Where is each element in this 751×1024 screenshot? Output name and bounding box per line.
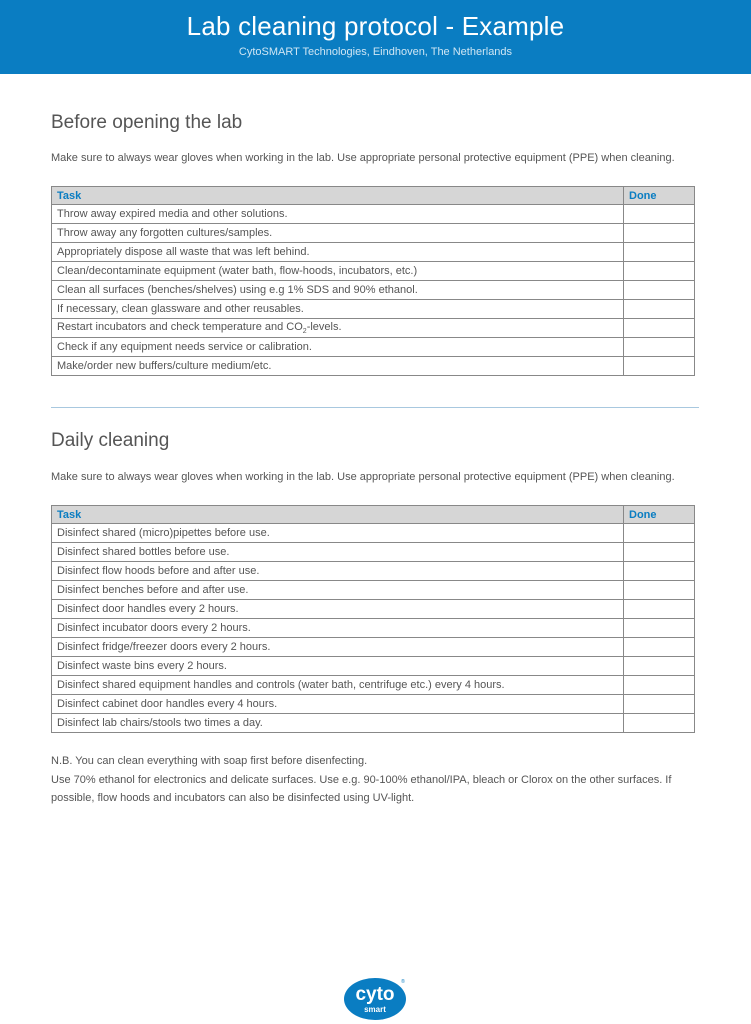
table-row bbox=[52, 543, 695, 562]
table-row bbox=[52, 205, 695, 224]
table-row bbox=[52, 695, 695, 714]
table-row bbox=[52, 600, 695, 619]
done-checkbox-cell[interactable] bbox=[624, 338, 695, 357]
done-checkbox-cell[interactable] bbox=[624, 657, 695, 676]
task-cell: Disinfect shared bottles before use. bbox=[52, 543, 624, 562]
done-checkbox-cell[interactable] bbox=[624, 543, 695, 562]
cytosmart-logo bbox=[342, 975, 408, 1022]
done-checkbox-cell[interactable] bbox=[624, 524, 695, 543]
table-row bbox=[52, 319, 695, 338]
done-checkbox-cell[interactable] bbox=[624, 357, 695, 376]
done-checkbox-cell[interactable] bbox=[624, 676, 695, 695]
table-row bbox=[52, 300, 695, 319]
table-row bbox=[52, 243, 695, 262]
notes-block bbox=[51, 752, 701, 808]
done-column-header: Done bbox=[624, 506, 695, 524]
task-cell: If necessary, clean glassware and other reusables. bbox=[52, 300, 624, 319]
logo-word-smart: smart bbox=[364, 1005, 386, 1014]
done-checkbox-cell[interactable] bbox=[624, 224, 695, 243]
co2-subscript: 2 bbox=[302, 328, 307, 336]
table-row bbox=[52, 581, 695, 600]
table-header-row bbox=[52, 187, 695, 205]
note-line-2: Use 70% ethanol for electronics and delicate surfaces. Use e.g. 90-100% ethanol/IPA, bleach or Clorox on the other surfaces. If possible, flow hoods and incubators can also be disinfected using UV-light. bbox=[51, 773, 672, 804]
section-heading-daily-cleaning: Daily cleaning bbox=[51, 430, 170, 451]
table-header-row bbox=[52, 506, 695, 524]
task-cell-co2 bbox=[52, 319, 624, 338]
table-row bbox=[52, 262, 695, 281]
table-row bbox=[52, 638, 695, 657]
done-checkbox-cell[interactable] bbox=[624, 714, 695, 733]
task-cell: Disinfect benches before and after use. bbox=[52, 581, 624, 600]
done-checkbox-cell[interactable] bbox=[624, 319, 695, 338]
logo-registered-mark: ® bbox=[401, 979, 405, 985]
done-checkbox-cell[interactable] bbox=[624, 581, 695, 600]
task-cell: Clean all surfaces (benches/shelves) using e.g 1% SDS and 90% ethanol. bbox=[52, 281, 624, 300]
task-cell: Throw away any forgotten cultures/samples. bbox=[52, 224, 624, 243]
table-row bbox=[52, 657, 695, 676]
note-line-1: N.B. You can clean everything with soap first before disenfecting. bbox=[51, 755, 368, 767]
done-checkbox-cell[interactable] bbox=[624, 562, 695, 581]
task-column-header: Task bbox=[52, 187, 624, 205]
section-intro-daily-cleaning: Make sure to always wear gloves when working in the lab. Use appropriate personal protective equipment (PPE) when cleaning. bbox=[51, 471, 675, 483]
done-checkbox-cell[interactable] bbox=[624, 262, 695, 281]
section-intro-before-opening: Make sure to always wear gloves when working in the lab. Use appropriate personal protective equipment (PPE) when cleaning. bbox=[51, 152, 675, 164]
table-row bbox=[52, 562, 695, 581]
page-header bbox=[0, 0, 751, 74]
task-cell: Check if any equipment needs service or calibration. bbox=[52, 338, 624, 357]
task-cell: Throw away expired media and other solutions. bbox=[52, 205, 624, 224]
done-checkbox-cell[interactable] bbox=[624, 243, 695, 262]
logo-word-cyto: cyto bbox=[355, 984, 395, 1005]
table-row bbox=[52, 338, 695, 357]
task-table-before-opening bbox=[51, 186, 695, 376]
task-text-suffix: -levels. bbox=[306, 320, 342, 333]
page-subtitle: CytoSMART Technologies, Eindhoven, The Netherlands bbox=[238, 46, 513, 58]
table-row bbox=[52, 676, 695, 695]
section-heading-before-opening: Before opening the lab bbox=[51, 112, 243, 133]
done-column-header: Done bbox=[624, 187, 695, 205]
task-cell: Disinfect door handles every 2 hours. bbox=[52, 600, 624, 619]
section-divider bbox=[51, 407, 699, 408]
task-cell: Clean/decontaminate equipment (water bath, flow-hoods, incubators, etc.) bbox=[52, 262, 624, 281]
table-row bbox=[52, 281, 695, 300]
done-checkbox-cell[interactable] bbox=[624, 619, 695, 638]
task-cell: Disinfect shared equipment handles and controls (water bath, centrifuge etc.) every 4 hours. bbox=[52, 676, 624, 695]
done-checkbox-cell[interactable] bbox=[624, 281, 695, 300]
done-checkbox-cell[interactable] bbox=[624, 205, 695, 224]
task-cell: Disinfect shared (micro)pipettes before use. bbox=[52, 524, 624, 543]
done-checkbox-cell[interactable] bbox=[624, 638, 695, 657]
task-table-daily-cleaning bbox=[51, 505, 695, 733]
task-cell: Disinfect flow hoods before and after use. bbox=[52, 562, 624, 581]
task-cell: Disinfect lab chairs/stools two times a day. bbox=[52, 714, 624, 733]
table-row bbox=[52, 714, 695, 733]
table-row bbox=[52, 524, 695, 543]
task-cell: Disinfect waste bins every 2 hours. bbox=[52, 657, 624, 676]
task-cell: Disinfect fridge/freezer doors every 2 hours. bbox=[52, 638, 624, 657]
table-row bbox=[52, 224, 695, 243]
done-checkbox-cell[interactable] bbox=[624, 600, 695, 619]
task-cell: Make/order new buffers/culture medium/etc. bbox=[52, 357, 624, 376]
task-cell: Disinfect incubator doors every 2 hours. bbox=[52, 619, 624, 638]
table-row bbox=[52, 357, 695, 376]
table-row bbox=[52, 619, 695, 638]
done-checkbox-cell[interactable] bbox=[624, 300, 695, 319]
task-cell: Disinfect cabinet door handles every 4 hours. bbox=[52, 695, 624, 714]
task-cell: Appropriately dispose all waste that was left behind. bbox=[52, 243, 624, 262]
page-title: Lab cleaning protocol - Example bbox=[186, 11, 565, 41]
task-column-header: Task bbox=[52, 506, 624, 524]
done-checkbox-cell[interactable] bbox=[624, 695, 695, 714]
task-text: Restart incubators and check temperature and CO bbox=[57, 320, 303, 333]
